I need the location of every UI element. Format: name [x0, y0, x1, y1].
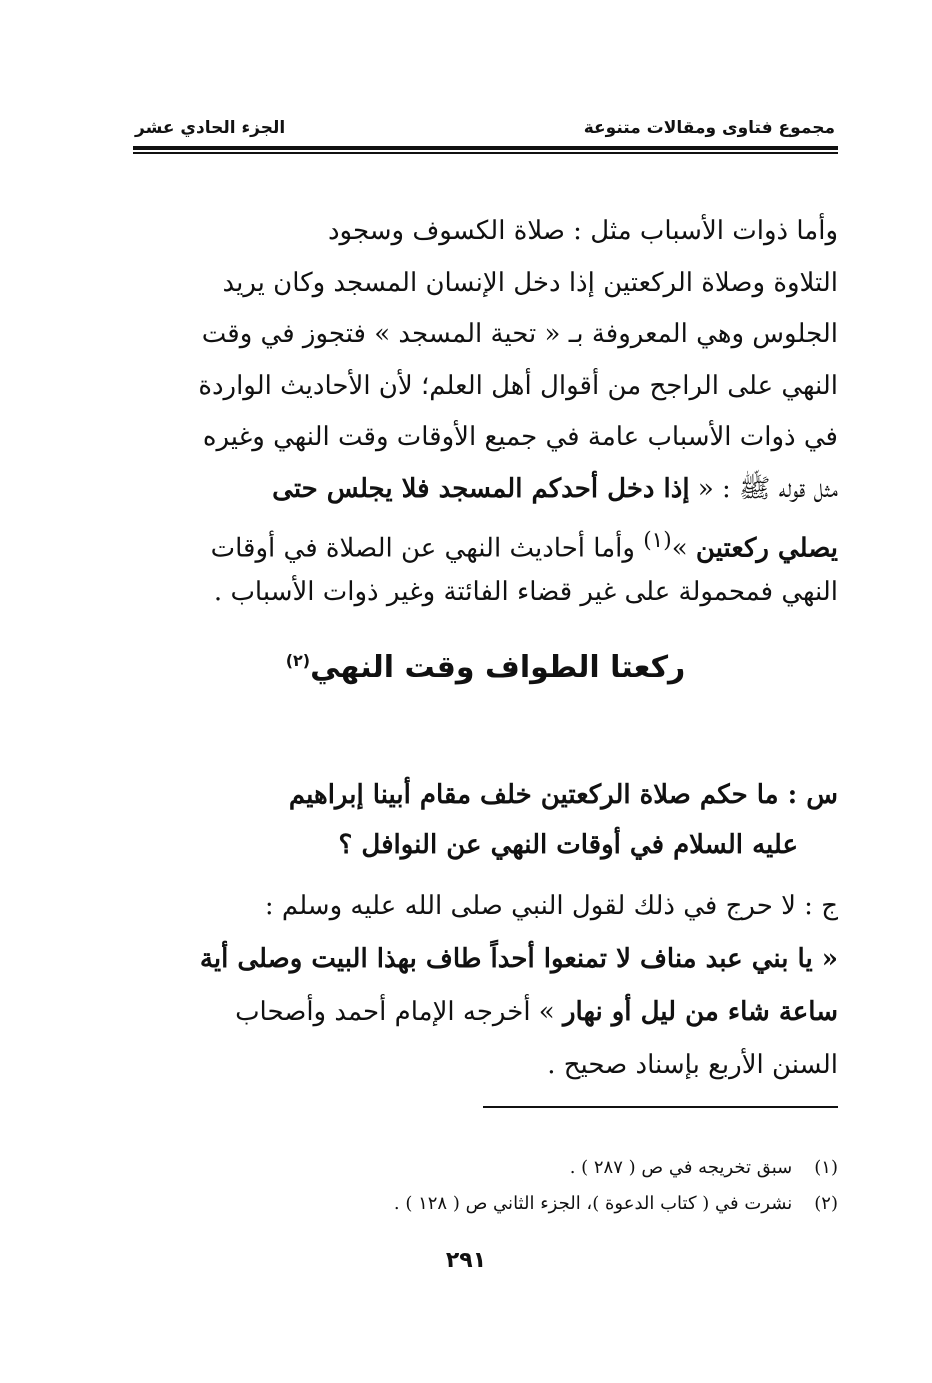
answer-line: السنن الأربع بإسناد صحيح . — [547, 1050, 838, 1080]
paragraph-line: النهي على الراجح من أقوال أهل العلم؛ لأن الأحاديث الواردة — [198, 370, 838, 401]
footnote-text: نشرت في ( كتاب الدعوة )، الجزء الثاني ص ( ١٢٨ ) . — [393, 1193, 793, 1214]
footnote-ref: (١) — [643, 528, 672, 553]
page-header — [135, 112, 835, 146]
quote-close: » — [671, 533, 688, 564]
paragraph-text: وأما أحاديث النهي عن الصلاة في أوقات — [210, 533, 635, 564]
footnote-item — [133, 1150, 838, 1186]
answer-hadith-line: « يا بني عبد مناف لا تمنعوا أحداً طاف بهذا البيت وصلى أية — [199, 944, 838, 974]
paragraph-line: في ذوات الأسباب عامة في جميع الأوقات وقت النهي وغيره — [202, 422, 838, 452]
hadith-text: ساعة شاء من ليل أو نهار — [562, 997, 838, 1027]
question-line: س : ما حكم صلاة الركعتين خلف مقام أبينا إبراهيم — [288, 780, 838, 810]
hadith-intro: مثل قوله ﷺ : « — [697, 473, 838, 504]
paragraph-line — [133, 464, 838, 516]
book-title: مجموع فتاوى ومقالات متنوعة — [583, 118, 835, 138]
answer-text: » أخرجه الإمام أحمد وأصحاب — [235, 997, 555, 1027]
footnote-ref: (٢) — [285, 651, 311, 670]
footnote-number: (١) — [814, 1157, 838, 1178]
answer — [133, 880, 838, 1092]
paragraph-line — [133, 515, 838, 567]
paragraph-line: وأما ذوات الأسباب مثل : صلاة الكسوف وسجود — [327, 216, 838, 246]
hadith-text: إذا دخل أحدكم المسجد فلا يجلس حتى — [272, 473, 690, 504]
paragraph-dhawat-al-asbab — [133, 206, 838, 618]
footnote-text: سبق تخريجه في ص ( ٢٨٧ ) . — [569, 1157, 793, 1178]
footnote-number: (٢) — [814, 1193, 838, 1214]
header-rule-thick — [133, 146, 838, 150]
volume-label: الجزء الحادي عشر — [135, 118, 286, 138]
footnote-divider — [483, 1106, 838, 1108]
header-rule-thin — [133, 152, 838, 154]
paragraph-line: الجلوس وهي المعروفة بـ « تحية المسجد » فتجوز في وقت — [201, 319, 838, 349]
footnote-item — [133, 1186, 838, 1222]
hadith-text: يصلي ركعتين — [695, 533, 838, 564]
paragraph-line: النهي فمحمولة على غير قضاء الفائتة وغير ذوات الأسباب . — [213, 576, 838, 607]
paragraph-line: التلاوة وصلاة الركعتين إذا دخل الإنسان المسجد وكان يريد — [222, 267, 838, 298]
section-title: ركعتا الطواف وقت النهي$^{(٢)}$ — [285, 650, 686, 685]
page-number: ٢٩١ — [445, 1248, 487, 1273]
answer-line: ج : لا حرج في ذلك لقول النبي صلى الله عليه وسلم : — [264, 891, 838, 921]
question — [133, 770, 838, 870]
footnotes — [133, 1150, 838, 1222]
answer-line — [133, 986, 838, 1039]
question-line: عليه السلام في أوقات النهي عن النوافل ؟ — [338, 830, 798, 860]
